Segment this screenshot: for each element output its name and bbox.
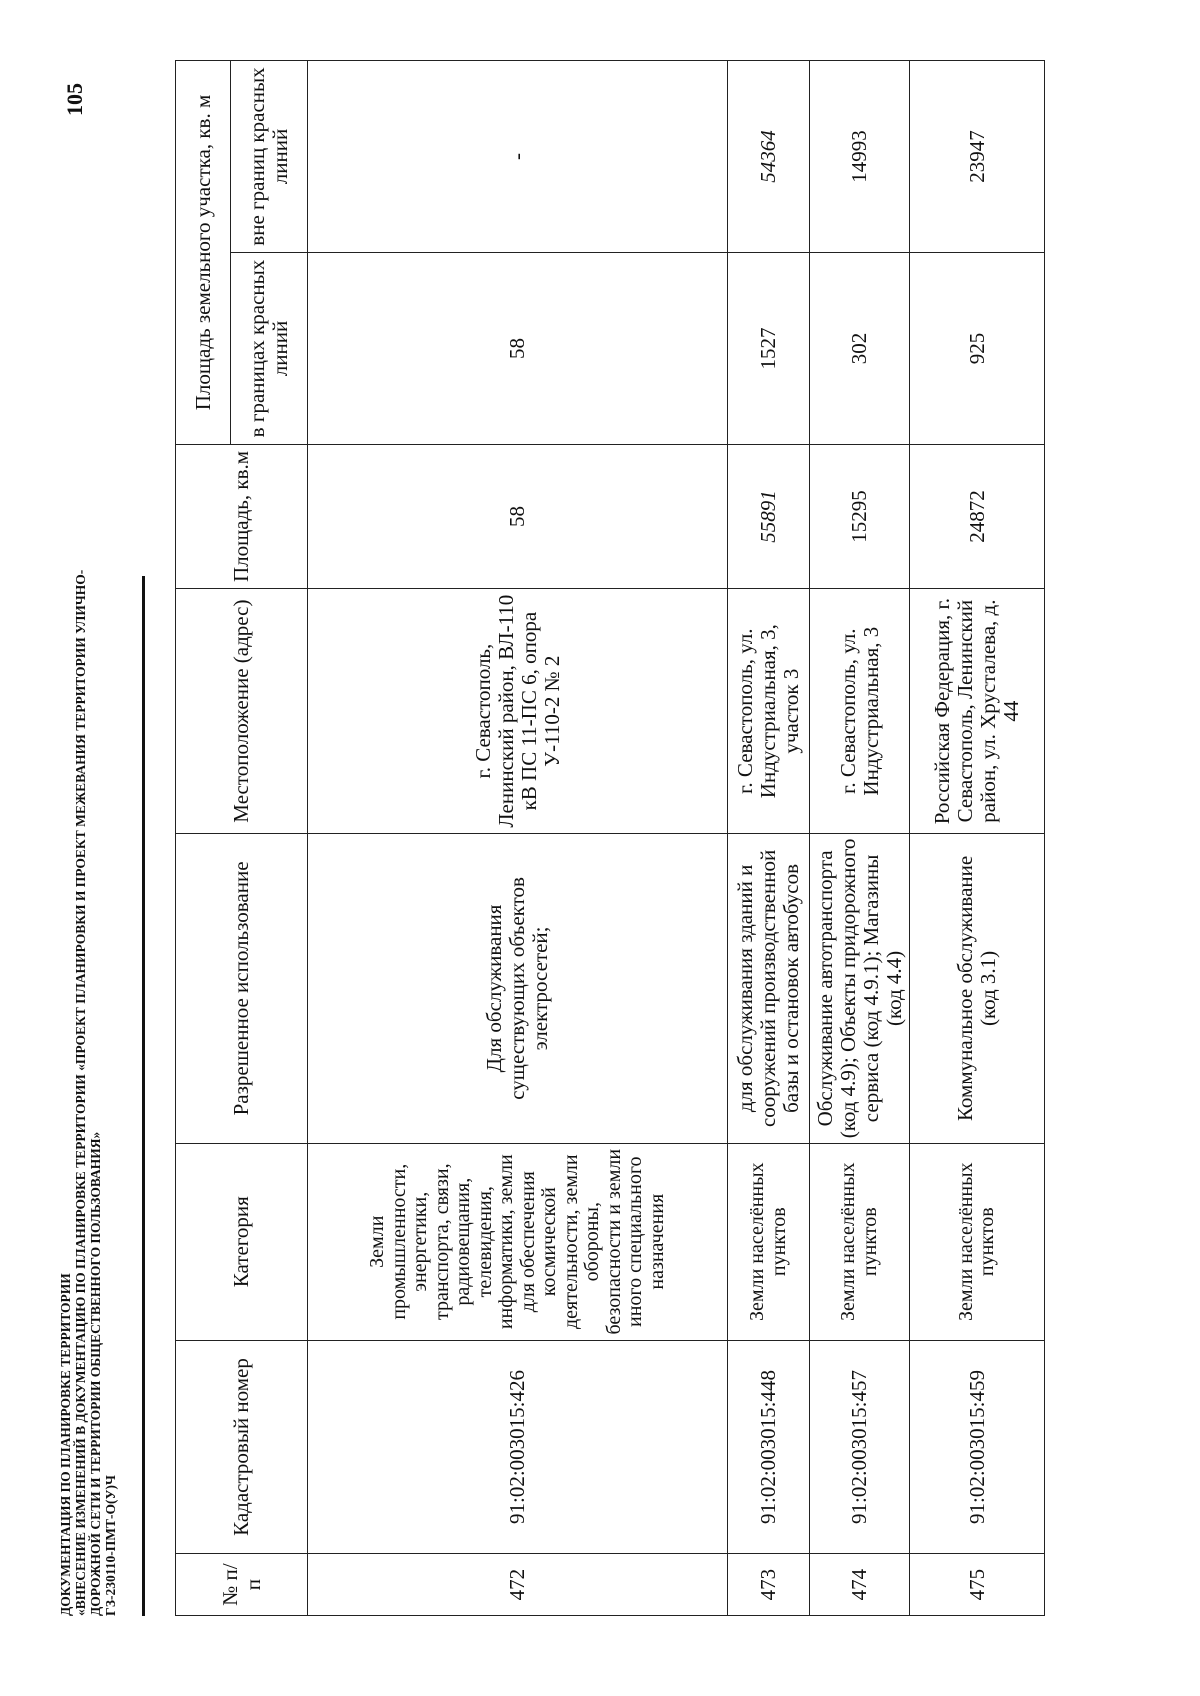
cell-category: Земли населённых пунктов — [910, 1143, 1045, 1340]
header-category: Категория — [176, 1143, 308, 1340]
table-row — [728, 61, 810, 1616]
cell-outside: 54364 — [728, 61, 810, 253]
cell-inside: 925 — [910, 253, 1045, 445]
cell-use: Коммунальное обслуживание (код 3.1) — [910, 834, 1045, 1143]
header-inside: в границах красных линий — [231, 253, 308, 445]
land-plots-table — [175, 60, 1045, 1616]
header-num: № п/п — [176, 1554, 308, 1616]
cell-location: г. Севастополь, Ленинский район, ВЛ-110 кВ ПС 11-ПС 6, опора У-110-2 № 2 — [308, 588, 728, 833]
cell-num: 475 — [910, 1554, 1045, 1616]
cell-cadastral: 91:02:003015:448 — [728, 1340, 810, 1553]
header-cadastral: Кадастровый номер — [176, 1340, 308, 1553]
cell-location: г. Севастополь, ул. Индустриальная, 3 — [810, 588, 910, 833]
header-line: «ВНЕСЕНИЕ ИЗМЕНЕНИЙ В ДОКУМЕНТАЦИЮ ПО ПЛАНИРОВКЕ ТЕРРИТОРИИ «ПРОЕКТ ПЛАНИРОВКИ И ПРОЕКТ МЕЖЕВАНИЯ ТЕРРИТОРИИ УЛИЧНО- — [73, 569, 88, 1616]
cell-outside: 23947 — [910, 61, 1045, 253]
cell-area: 24872 — [910, 445, 1045, 589]
cell-inside: 302 — [810, 253, 910, 445]
table-row — [910, 61, 1045, 1616]
cell-cadastral: 91:02:003015:426 — [308, 1340, 728, 1553]
cell-area: 15295 — [810, 445, 910, 589]
cell-cadastral: 91:02:003015:459 — [910, 1340, 1045, 1553]
page-number: 105 — [62, 83, 87, 116]
cell-num: 473 — [728, 1554, 810, 1616]
cell-use: Обслуживание автотранспорта (код 4.9); Объекты придорожного сервиса (код 4.9.1); Магазины (код 4.4) — [810, 834, 910, 1143]
header-area: Площадь, кв.м — [176, 445, 308, 589]
table-row — [308, 61, 728, 1616]
cell-use: Для обслуживания существующих объектов электросетей; — [308, 834, 728, 1143]
cell-use: для обслуживания зданий и сооружений производственной базы и остановок автобусов — [728, 834, 810, 1143]
cell-num: 474 — [810, 1554, 910, 1616]
header-line: ДОРОЖНОЙ СЕТИ И ТЕРРИТОРИИ ОБЩЕСТВЕННОГО ПОЛЬЗОВАНИЯ» — [88, 1131, 103, 1616]
header-location: Местоположение (адрес) — [176, 588, 308, 833]
cell-inside: 1527 — [728, 253, 810, 445]
header-parcel-area: Площадь земельного участка, кв. м — [176, 61, 231, 445]
document-header — [58, 76, 118, 1616]
cell-category: Земли населённых пунктов — [728, 1143, 810, 1340]
cell-inside: 58 — [308, 253, 728, 445]
cell-outside: - — [308, 61, 728, 253]
cell-area: 58 — [308, 445, 728, 589]
header-outside: вне границ красных линий — [231, 61, 308, 253]
cell-category: Земли населённых пунктов — [810, 1143, 910, 1340]
cell-location: г. Севастополь, ул. Индустриальная, 3, участок 3 — [728, 588, 810, 833]
header-use: Разрешенное использование — [176, 834, 308, 1143]
header-line: ДОКУМЕНТАЦИЯ ПО ПЛАНИРОВКЕ ТЕРРИТОРИИ — [58, 1273, 73, 1616]
table-row — [810, 61, 910, 1616]
header-line: ГЗ-230110-ПМТ-О(У)Ч — [103, 1475, 118, 1616]
cell-location: Российская Федерация, г. Севастополь, Ленинский район, ул. Хрусталева, д. 44 — [910, 588, 1045, 833]
cell-category: Земли промышленности, энергетики, транспорта, связи, радиовещания, телевидения, информатики, земли для обеспечения космической деятельности, земли обороны, безопасности и земли иного специального назначения — [308, 1143, 728, 1340]
cell-cadastral: 91:02:003015:457 — [810, 1340, 910, 1553]
cell-area: 55891 — [728, 445, 810, 589]
header-divider — [142, 576, 145, 1616]
cell-outside: 14993 — [810, 61, 910, 253]
cell-num: 472 — [308, 1554, 728, 1616]
